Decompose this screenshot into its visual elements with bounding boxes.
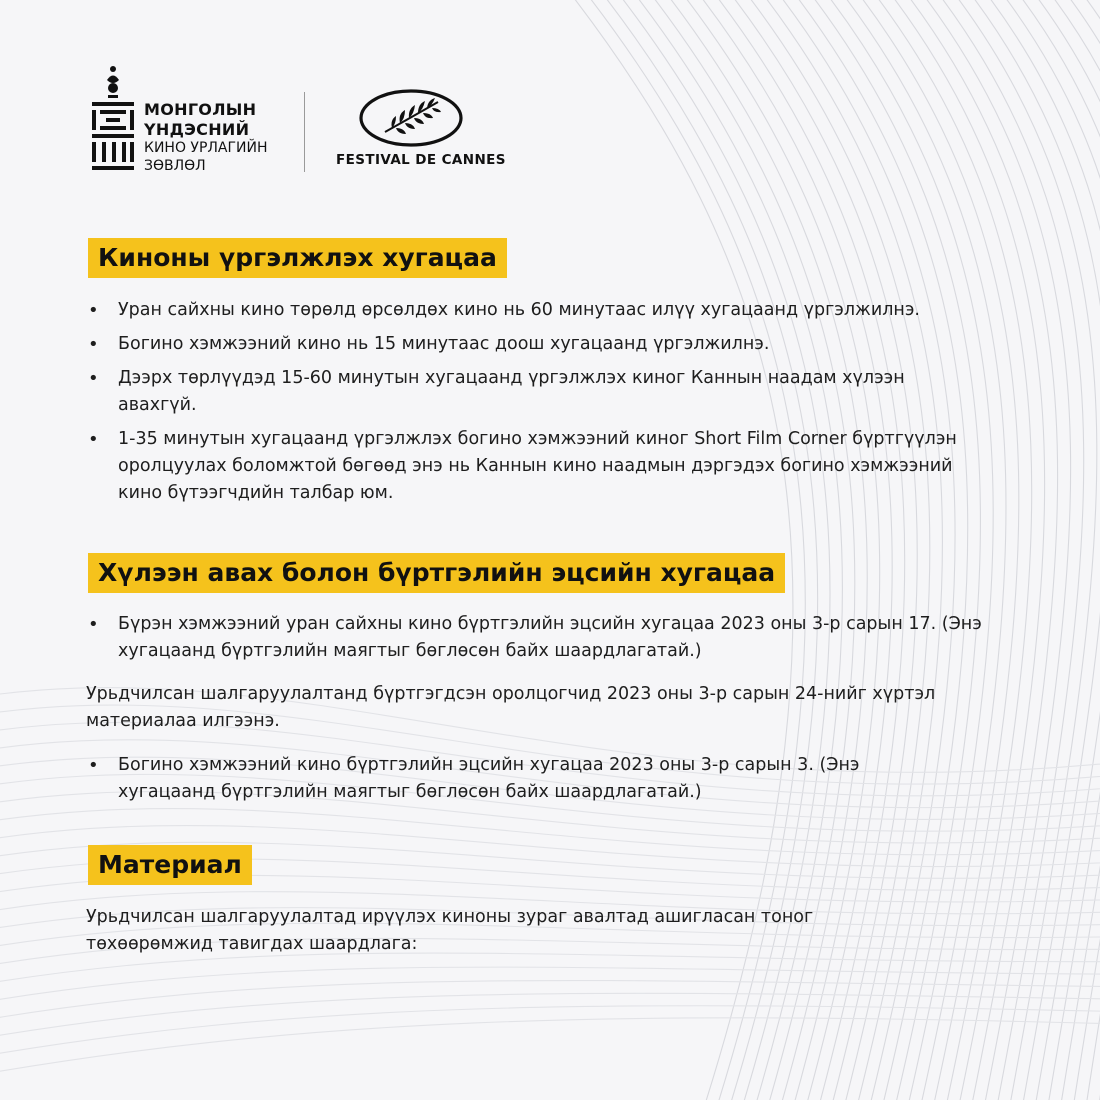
section-duration-heading: Киноны үргэлжлэх хугацаа — [88, 238, 507, 278]
list-item: • 1-35 минутын хугацаанд үргэлжлэх богино хэмжээний киног Short Film Corner бүртгүүлэн оролцуулах боломжтой бөгөөд энэ нь Каннын кино наадмын дэргэдэх богино хэмжээний кино бүтээгчдийн талбар юм. — [86, 426, 958, 507]
logo-mn-line1: МОНГОЛЫН — [144, 100, 257, 119]
section-deadline-heading: Хүлээн авах болон бүртгэлийн эцсийн хугацаа — [88, 553, 785, 593]
section-deadline-list-1 — [86, 611, 986, 672]
section-material-heading: Материал — [88, 845, 252, 885]
mongolian-film-council-logo — [86, 64, 296, 176]
logo-mn-line4: ЗӨВЛӨЛ — [144, 158, 206, 174]
logo-mn-line3: КИНО УРЛАГИЙН — [144, 140, 268, 156]
section-duration-list — [86, 297, 976, 514]
list-item: • Бүрэн хэмжээний уран сайхны кино бүртгэлийн эцсийн хугацаа 2023 оны 3-р сарын 17. (Энэ хугацаанд бүртгэлийн маягтыг бөглөсөн байх шаардлагатай.) — [86, 611, 986, 665]
list-item: • Богино хэмжээний кино нь 15 минутаас доош хугацаанд үргэлжилнэ. — [86, 331, 976, 358]
section-deadline-paragraph: Урьдчилсан шалгаруулалтанд бүртгэгдсэн оролцогчид 2023 оны 3-р сарын 24-нийг хүртэл материалаа илгээнэ. — [86, 684, 936, 731]
section-material-paragraph: Урьдчилсан шалгаруулалтад ирүүлэх киноны зураг авалтад ашигласан тоног төхөөрөмжид тавигдах шаардлага: — [86, 907, 814, 954]
logo-divider — [304, 92, 305, 172]
section-deadline-list-2 — [86, 752, 946, 813]
list-item: • Дээрх төрлүүдэд 15-60 минутын хугацаанд үргэлжлэх киног Каннын наадам хүлээн авахгүй. — [86, 365, 958, 419]
logo-mn-line2: ҮНДЭСНИЙ — [144, 120, 250, 139]
cannes-logo-text: FESTIVAL DE CANNES — [336, 152, 506, 168]
list-item: • Богино хэмжээний кино бүртгэлийн эцсийн хугацаа 2023 оны 3-р сарын 3. (Энэ хугацаанд бүртгэлийн маягтыг бөглөсөн байх шаардлагатай.) — [86, 752, 946, 806]
palme-d-or-icon — [330, 88, 500, 148]
list-item: • Уран сайхны кино төрөлд өрсөлдөх кино нь 60 минутаас илүү хугацаанд үргэлжилнэ. — [86, 297, 976, 324]
cannes-logo — [330, 88, 506, 178]
soyombo-emblem-icon — [86, 64, 140, 176]
